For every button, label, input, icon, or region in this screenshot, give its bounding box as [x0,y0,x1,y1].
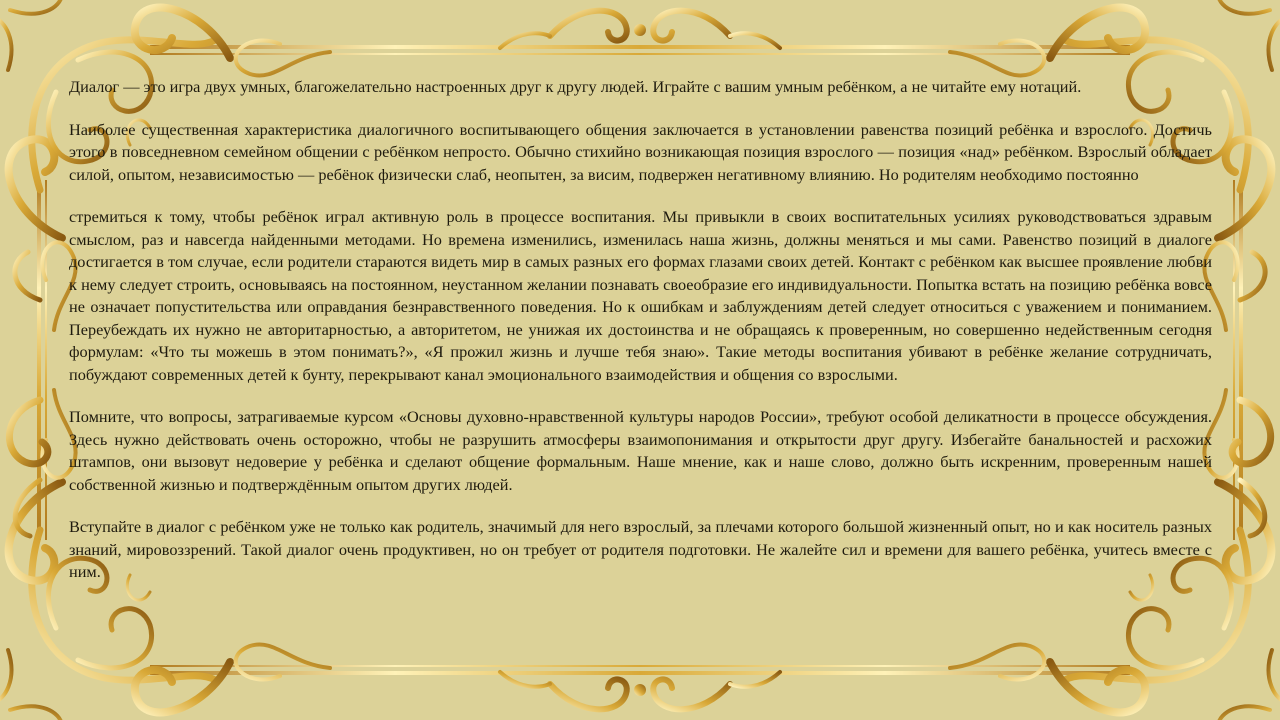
slide-text [69,76,1212,604]
paragraph-active-role: стремиться к тому, чтобы ребёнок играл активную роль в процессе воспитания. Мы привыкли в своих воспитательных усилиях руководствоваться здравым смыслом, раз и навсегда найденными методами. Но времена изменились, изменилась наша жизнь, должны меняться и мы сами. Равенство позиций в диалоге достигается в том случае, если родители стараются видеть мир в самых разных его формах глазами своих детей. Контакт с ребёнком как высшее проявление любви к нему следует строить, основываясь на постоянном, неустанном желании познавать своеобразие его индивидуальности. Попытка встать на позицию ребёнка вовсе не означает попустительства или оправдания безнравственного поведения. Но к ошибкам и заблуждениям детей следует относиться с уважением и пониманием. Переубеждать их нужно не авторитарностью, а авторитетом, не унижая их достоинства и не обращаясь к проверенным, но совершенно недейственным сегодня формулам: «Что ты можешь в этом понимать?», «Я прожил жизнь и лучше тебя знаю». Такие методы воспитания убивают в ребёнке желание сотрудничать, побуждают современных детей к бунту, перекрывают канал эмоционального взаимодействия и общения со взрослыми. [69,207,1212,384]
paragraph-intro: Диалог — это игра двух умных, благожелательно настроенных друг к другу людей. Играйте с вашим умным ребёнком, а не читайте ему нотаций. [69,77,1082,96]
paragraph-course: Помните, что вопросы, затрагиваемые курсом «Основы духовно-нравственной культуры народов России», требуют особой деликатности в процессе обсуждения. Здесь нужно действовать очень осторожно, чтобы не разрушить атмосферы взаимопонимания и открытости друг другу. Избегайте банальностей и расхожих штампов, они вызовут недоверие у ребёнка и сделают общение формальным. Наше мнение, как и наше слово, должно быть искренним, проверенным нашей собственной жизнью и подтверждённым опытом других людей. [69,407,1212,494]
paragraph-equality: Наиболее существенная характеристика диалогичного воспитывающего общения заключается в установлении равенства позиций ребёнка и взрослого. Достичь этого в повседневном семейном общении с ребёнком непросто. Обычно стихийно возникающая позиция взрослого — позиция «над» ребёнком. Взрослый обладает силой, опытом, независимостью — ребёнок физически слаб, неопытен, за висим, подвержен негативному влиянию. Но родителям необходимо постоянно [69,119,1212,184]
paragraph-dialogue: Вступайте в диалог с ребёнком уже не только как родитель, значимый для него взрослый, за плечами которого большой жизненный опыт, но и как носитель разных знаний, мировоззрений. Такой диалог очень продуктивен, но он требует от родителя подготовки. Не жалейте сил и времени для вашего ребёнка, учитесь вместе с ним. [69,517,1212,581]
